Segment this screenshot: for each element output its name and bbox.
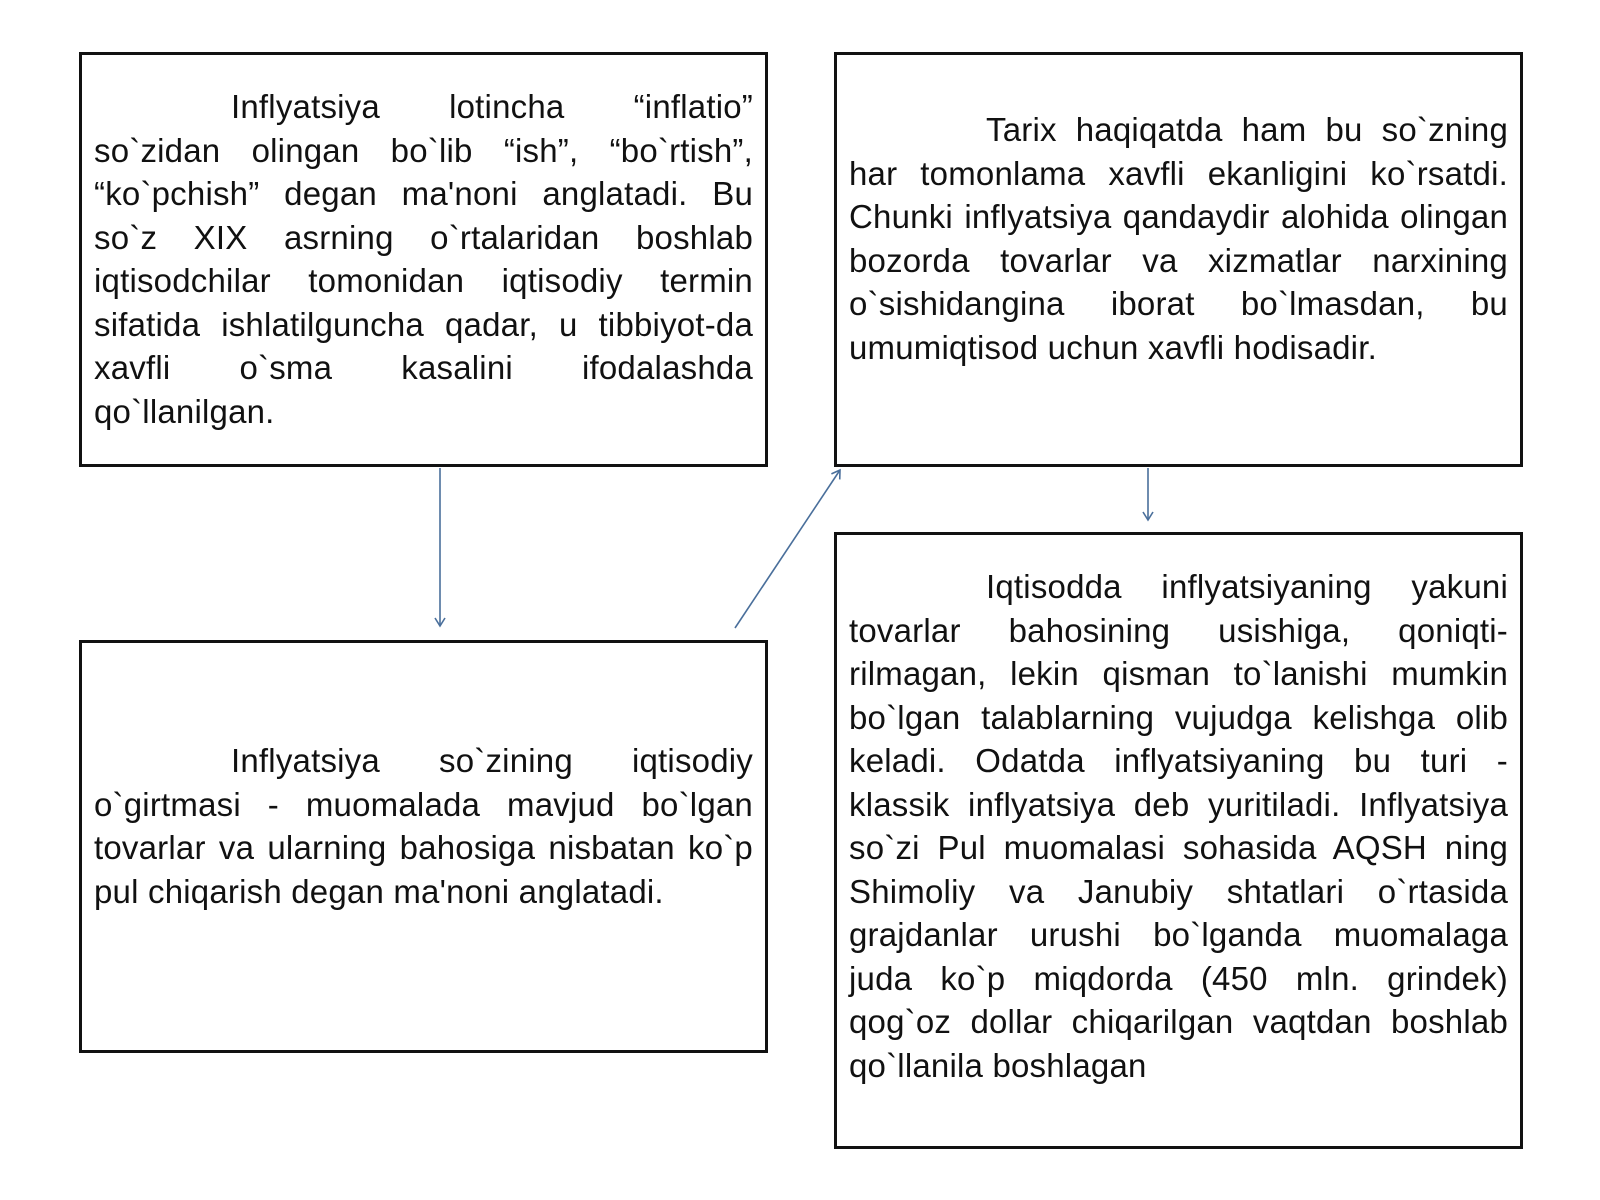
text-box-etymology (79, 52, 768, 467)
text-box-classic-inflation (834, 532, 1523, 1149)
text-box-history-text: Tarix haqiqatda ham bu so`zning har tomonlama xavfli ekanligini ko`rsatdi. Chunki inflyatsiya qandaydir alohida olingan bozorda tovarlar va xizmatlar narxining o`sishidangina iborat bo`lmasdan, bu umumiqtisod uchun xavfli hodisadir. (849, 111, 1508, 366)
text-box-history (834, 52, 1523, 467)
text-box-economic-meaning-text: Inflyatsiya so`zining iqtisodiy o`girtmasi - muomalada mavjud bo`lgan tovarlar va ularning bahosiga nisbatan ko`p pul chiqarish degan ma'noni anglatadi. (94, 742, 753, 910)
text-box-economic-meaning (79, 640, 768, 1053)
text-box-etymology-text: Inflyatsiya lotincha “inflatio” so`zidan olingan bo`lib “ish”, “bo`rtish”, “ko`pchish” degan ma'noni anglatadi. Bu so`z XIX asrning o`rtalaridan boshlab iqtisodchilar tomonidan iqtisodiy termin sifatida ishlatilguncha qadar, u tibbiyot-da xavfli o`sma kasalini ifodalashda qo`llanilgan. (94, 88, 753, 430)
text-box-classic-inflation-text: Iqtisodda inflyatsiyaning yakuni tovarlar bahosining usishiga, qoniqti-rilmagan, lekin qisman to`lanishi mumkin bo`lgan talablarning vujudga kelishga olib keladi. Odatda inflyatsiyaning bu turi - klassik inflyatsiya deb yuritiladi. Inflyatsiya so`zi Pul muomalasi sohasida AQSH ning Shimoliy va Janubiy shtatlari o`rtasida grajdanlar urushi bo`lganda muomalaga juda ko`p miqdorda (450 mln. grindek) qog`oz dollar chiqarilgan vaqtdan boshlab qo`llanila boshlagan (849, 568, 1508, 1084)
arrow-box3-to-box2 (735, 470, 840, 628)
